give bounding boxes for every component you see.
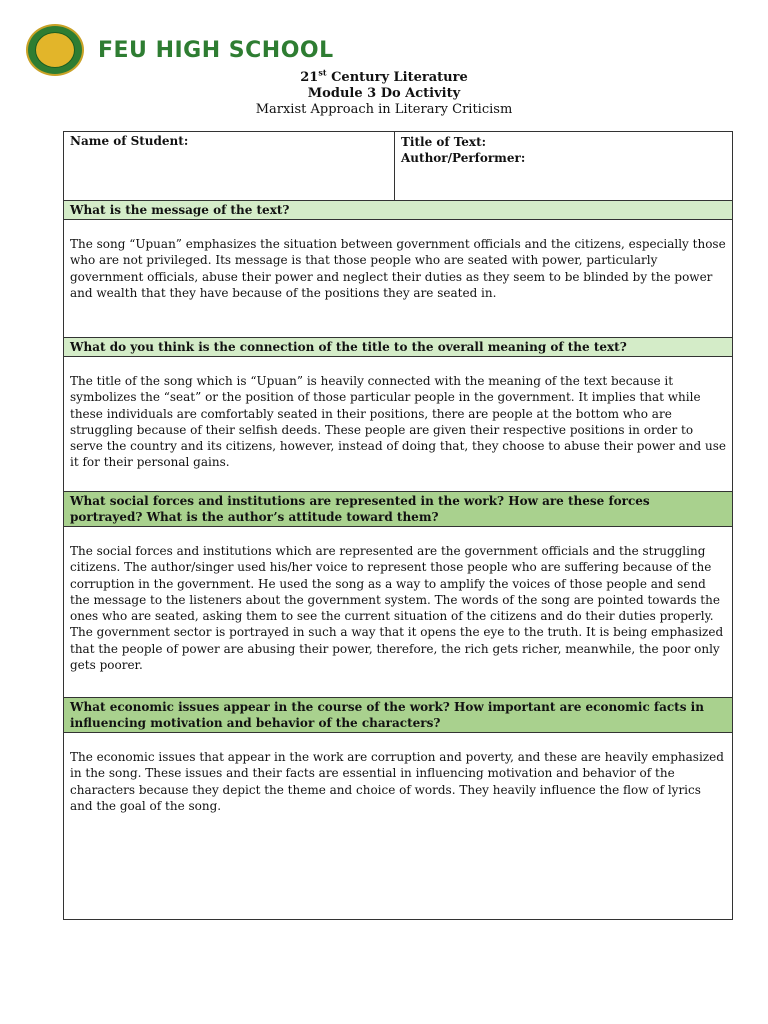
document-titles xyxy=(0,67,768,118)
name-label: Name of Student: xyxy=(70,134,189,148)
module-title: Module 3 Do Activity xyxy=(307,86,461,101)
course-title: 21st Century Literature xyxy=(300,67,468,85)
answer-2: The title of the song which is “Upuan” is heavily connected with the meaning of the text because it symbolizes the “seat” or the position of those particular people in the government. It implies that while these individuals are comfortably seated in their positions, there are people at the bottom who are struggling because of their selfish deeds. These people are given their respective positions in order to serve the country and its citizens, however, instead of doing that, they choose to abuse their power and use it for their personal gains. xyxy=(64,357,732,492)
school-logo xyxy=(26,24,334,76)
question-3: What social forces and institutions are represented in the work? How are these forces portrayed? What is the author’s attitude toward them? xyxy=(64,492,732,527)
student-info-row xyxy=(64,132,732,201)
title-author-field[interactable] xyxy=(395,132,732,200)
answer-3: The social forces and institutions which are represented are the government officials and the struggling citizens. The author/singer used his/her voice to represent those people who are suffering because of the corruption in the government. He used the song as a way to amplify the voices of those people and send the message to the listeners about the government system. The words of the song are pointed towards the ones who are seated, asking them to see the current situation of the citizens and do their duties properly. The government sector is portrayed in such a way that it opens the eye to the truth. It is being emphasized that the people of power are abusing their power, therefore, the rich gets richer, meanwhile, the poor only gets poorer. xyxy=(64,527,732,698)
question-1: What is the message of the text? xyxy=(64,201,732,220)
name-of-student-field[interactable] xyxy=(64,132,395,200)
title-label: Title of Text: xyxy=(401,135,487,149)
school-name: FEU HIGH SCHOOL xyxy=(98,37,334,63)
author-label: Author/Performer: xyxy=(401,151,526,165)
answer-1: The song “Upuan” emphasizes the situation between government officials and the citizens, especially those who are not privileged. Its message is that those people who are seated with power, particularly government officials, abuse their power and neglect their duties as they seem to be blinded by the power and wealth that they have because of the positions they are seated in. xyxy=(64,220,732,338)
school-seal-icon xyxy=(26,24,84,76)
answer-4: The economic issues that appear in the work are corruption and poverty, and these are heavily emphasized in the song. These issues and their facts are essential in influencing motivation and behavior of the characters because they depict the theme and choice of words. They heavily influence the flow of lyrics and the goal of the song. xyxy=(70,750,724,813)
document-subtitle: Marxist Approach in Literary Criticism xyxy=(255,102,513,117)
activity-sheet xyxy=(63,131,733,920)
question-2: What do you think is the connection of the title to the overall meaning of the text? xyxy=(64,338,732,357)
question-4: What economic issues appear in the course of the work? How important are economic facts in influencing motivation and behavior of the characters? xyxy=(64,698,732,733)
